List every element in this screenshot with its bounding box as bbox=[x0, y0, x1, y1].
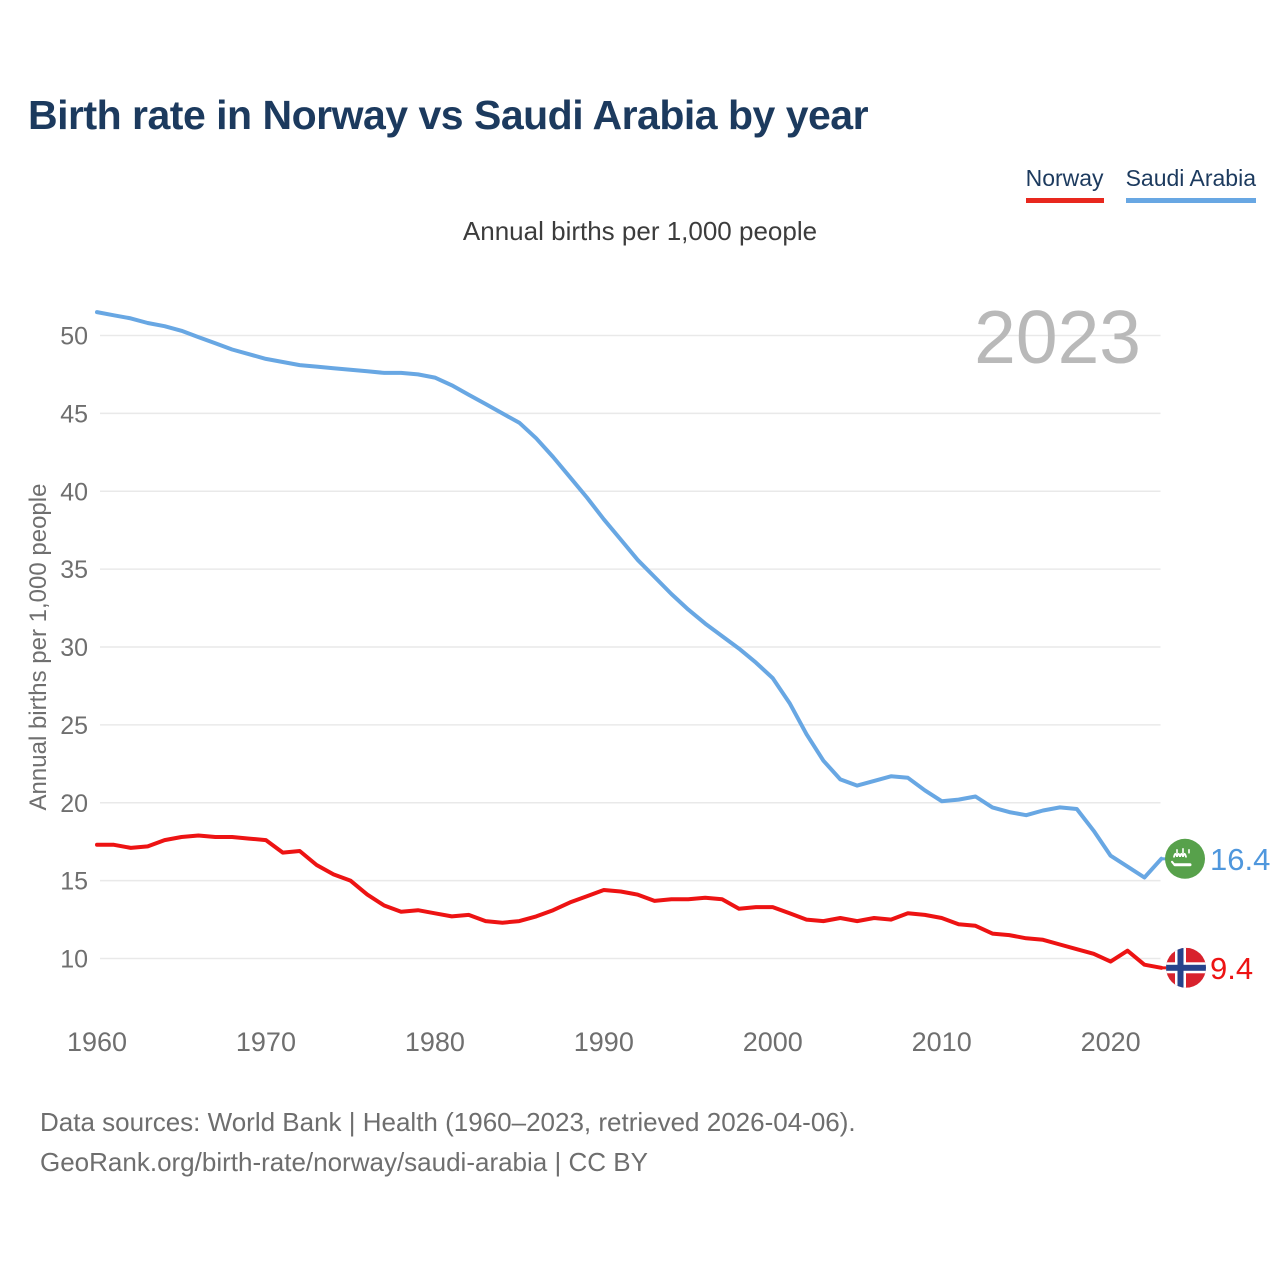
y-tick-label: 10 bbox=[60, 945, 88, 974]
saudi-end-value-label: 16.4 bbox=[1210, 841, 1271, 877]
y-tick-label: 35 bbox=[60, 556, 88, 585]
series-lines bbox=[97, 312, 1167, 968]
x-tick-label: 2010 bbox=[911, 1027, 972, 1057]
saudi-arabia-line[interactable] bbox=[97, 312, 1161, 877]
y-tick-label: 15 bbox=[60, 867, 88, 896]
saudi-arabia-flag-icon bbox=[1165, 839, 1205, 879]
x-tick-label: 1980 bbox=[404, 1027, 465, 1057]
footer-data-sources: Data sources: World Bank | Health (1960–2023, retrieved 2026-04-06). bbox=[40, 1107, 856, 1137]
norway-flag-icon bbox=[1166, 948, 1206, 988]
y-tick-label: 50 bbox=[60, 322, 88, 351]
footer-attribution bbox=[40, 1102, 856, 1182]
gridlines bbox=[100, 336, 1161, 959]
watermark-year: 2023 bbox=[974, 295, 1141, 379]
x-tick-label: 2020 bbox=[1080, 1027, 1141, 1057]
chart-subtitle: Annual births per 1,000 people bbox=[462, 216, 818, 246]
x-tick-label: 1990 bbox=[573, 1027, 634, 1057]
x-tick-label: 1970 bbox=[235, 1027, 296, 1057]
footer-url: GeoRank.org/birth-rate/norway/saudi-arabia | CC BY bbox=[40, 1147, 648, 1177]
norway-end-value-label: 9.4 bbox=[1210, 950, 1254, 986]
y-tick-label: 45 bbox=[60, 400, 88, 429]
x-axis-tick-labels bbox=[67, 1027, 1141, 1057]
y-tick-label: 25 bbox=[60, 711, 88, 740]
legend-item-norway[interactable]: Norway bbox=[1026, 165, 1104, 203]
page-title: Birth rate in Norway vs Saudi Arabia by year bbox=[28, 92, 869, 138]
y-tick-label: 40 bbox=[60, 478, 88, 507]
x-tick-label: 1960 bbox=[66, 1027, 128, 1057]
y-axis-title: Annual births per 1,000 people bbox=[25, 483, 52, 811]
y-tick-label: 30 bbox=[60, 634, 88, 662]
y-axis-tick-labels bbox=[60, 323, 88, 974]
x-tick-label: 2000 bbox=[742, 1027, 803, 1057]
y-tick-label: 20 bbox=[60, 789, 88, 818]
legend-item-saudi-arabia[interactable]: Saudi Arabia bbox=[1126, 165, 1256, 203]
norway-line[interactable] bbox=[97, 836, 1161, 968]
